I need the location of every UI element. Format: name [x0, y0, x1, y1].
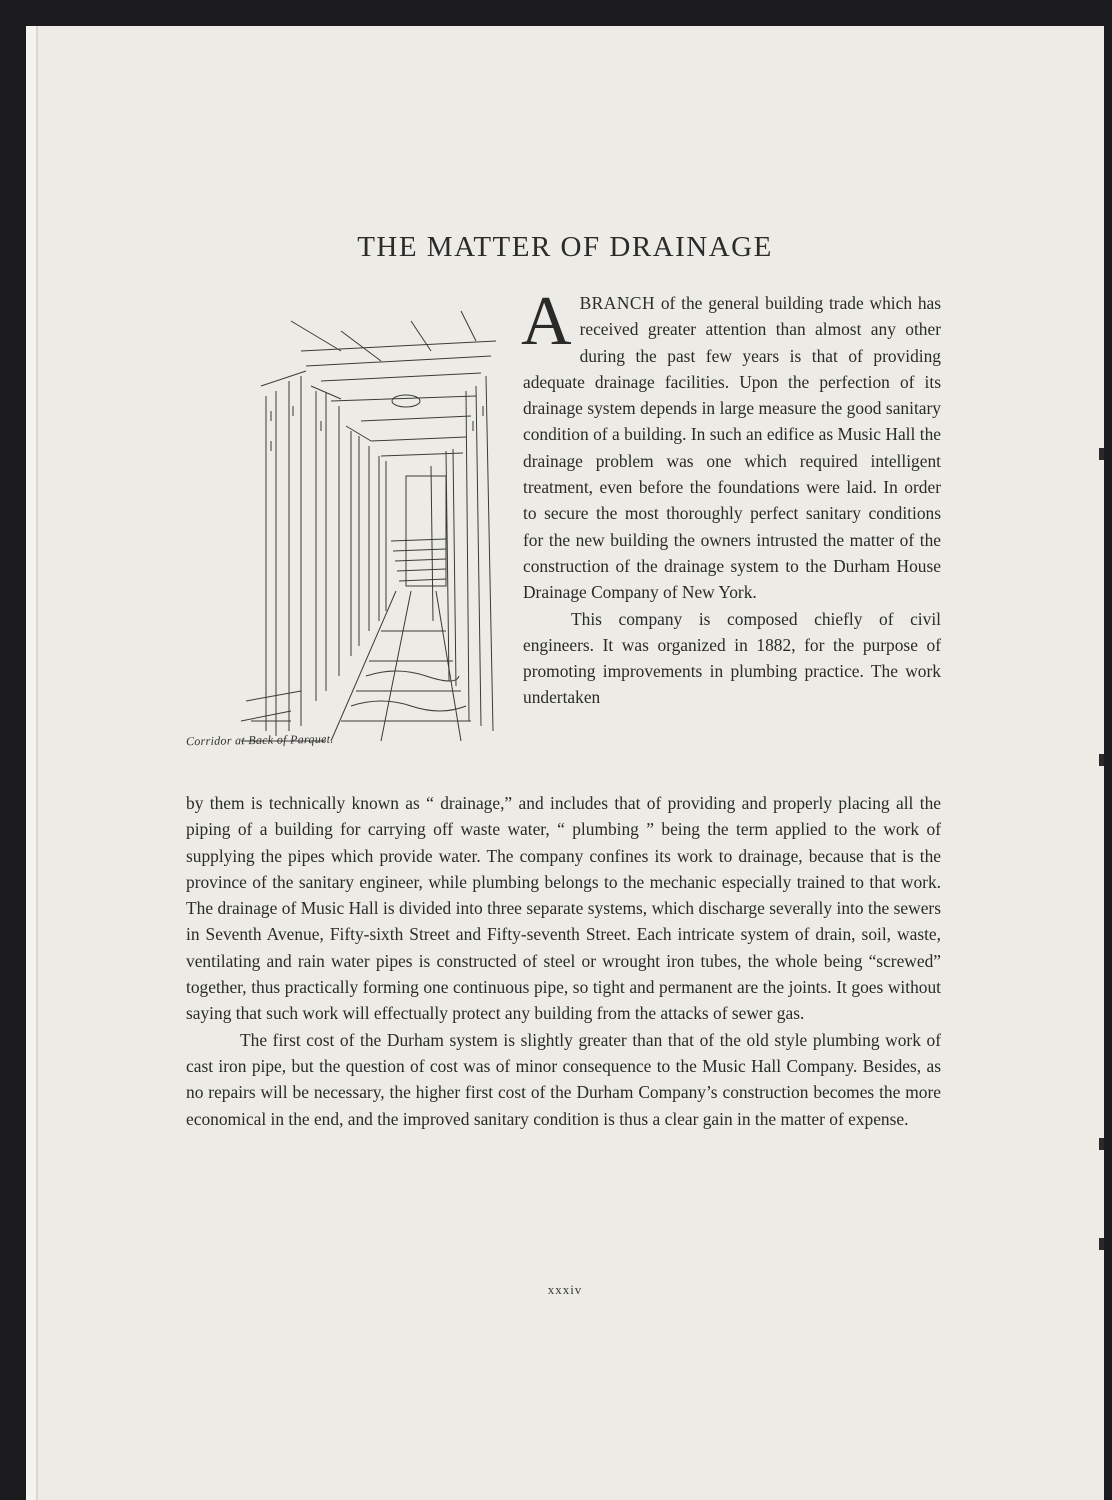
- page-tab-marker: [1099, 754, 1104, 766]
- paragraph-2-continuation: by them is technically known as “ drainage,” and includes that of providing and properly placing all the piping of a building for carrying off waste water, “ plumbing ” being the term applied to the work of supplying the pipes which provide water. The company confines its work to drainage, because that is the province of the sanitary engineer, while plumbing belongs to the mechanic especially trained to that work. The drainage of Music Hall is divided into three separate systems, which discharge severally into the sewers in Seventh Avenue, Fifty-sixth Street and Fifty-seventh Street. Each intricate system of drain, soil, waste, ventilating and rain water pipes is constructed of steel or wrought iron tubes, the whole being “screwed” together, thus practically forming one continuous pipe, so tight and permanent are the joints. It goes without saying that such work will effectually protect any building from the attacks of sewer gas.: [186, 793, 941, 1024]
- paragraph-2-start: This company is composed chiefly of civil engineers. It was organized in 1882, for the purpose of promoting improvements in plumbing practice. The work undertaken: [523, 608, 941, 708]
- page-title: THE MATTER OF DRAINAGE: [357, 231, 773, 263]
- page-number: xxxiv: [547, 1282, 583, 1297]
- article-column: [521, 283, 941, 711]
- corridor-engraving-icon: [231, 281, 506, 746]
- page-tab-marker: [1099, 448, 1104, 460]
- book-page: [26, 26, 1104, 1500]
- paragraph-1: [521, 283, 941, 606]
- figure-caption: Corridor at Back of Parquet.: [185, 731, 334, 749]
- paragraph-3: The first cost of the Durham system is slightly greater than that of the old style plumbing work of cast iron pipe, but the question of cost was of minor consequence to the Music Hall Company. Besides, as no repairs will be necessary, the higher first cost of the Durham Company’s construction becomes the more economical in the end, and the improved sanitary condition is thus a clear gain in the matter of expense.: [186, 1029, 941, 1129]
- corridor-illustration: [231, 281, 506, 746]
- page-tab-marker: [1099, 1238, 1104, 1250]
- article-continuation: [186, 790, 941, 1132]
- page-tab-marker: [1099, 1138, 1104, 1150]
- drop-cap: A: [521, 283, 572, 360]
- paragraph-1-text: of the general building trade which has received greater attention than almost any other during the past few years is that of providing adequate drainage facilities. Upon the perfection of its drainage system depends in large measure the good sanitary condition of a building. In such an edifice as Music Hall the drainage problem was one which required intelligent treatment, even before the foundations were laid. In order to secure the most thoroughly perfect sanitary conditions for the new building the owners intrusted the matter of the construction of the drainage system to the Durham House Drainage Company of New York.: [523, 293, 941, 603]
- lead-word: BRANCH: [579, 293, 656, 313]
